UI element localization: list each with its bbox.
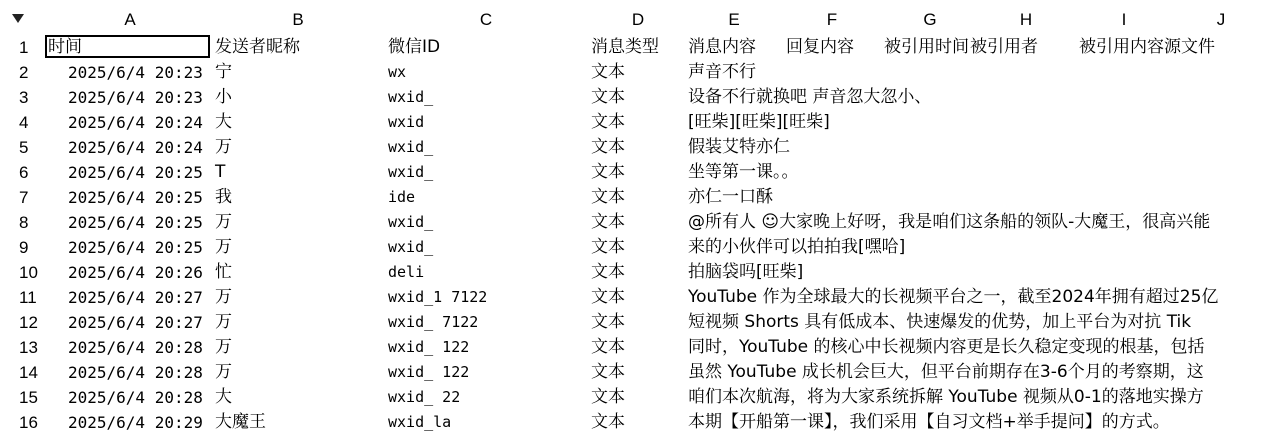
cell-sender[interactable]: 我 [215,187,232,207]
cell-content[interactable]: YouTube 作为全球最大的长视频平台之一，截至2024年拥有超过25亿 [688,287,1219,307]
cell-content[interactable]: 本期【开船第一课】，我们采用【自习文档+举手提问】的方式。 [688,412,1170,432]
cell-wechat-id[interactable]: wx [388,63,407,81]
cell-sender[interactable]: 万 [215,362,232,382]
cell-sender[interactable]: 万 [215,137,232,157]
header-cell-quoted-time[interactable]: 被引用时间 [884,37,969,57]
cell-content[interactable]: 同时，YouTube 的核心中长视频内容更是长久稳定变现的根基，包括 [688,337,1205,357]
cell-wechat-id[interactable]: wxid_ 122 [388,363,470,381]
cell-sender[interactable]: 宁 [215,62,232,82]
column-header-d[interactable]: D [631,10,645,29]
table-row [0,161,1280,184]
cell-type[interactable]: 文本 [591,212,625,232]
cell-type[interactable]: 文本 [591,387,625,407]
cell-wechat-id[interactable]: wxid_1 7122 [388,288,488,306]
cell-content[interactable]: 短视频 Shorts 具有低成本、快速爆发的优势，加上平台为对抗 Tik [688,312,1192,332]
cell-type[interactable]: 文本 [591,187,625,207]
cell-time[interactable]: 2025/6/4 20:27 [68,288,203,307]
table-row [0,136,1280,159]
column-header-c[interactable]: C [479,10,493,29]
cell-time[interactable]: 2025/6/4 20:26 [68,263,203,282]
cell-type[interactable]: 文本 [591,237,625,257]
cell-content[interactable]: 声音不行 [688,62,756,82]
column-header-j[interactable]: J [1216,10,1226,29]
column-header-e[interactable]: E [728,10,740,29]
cell-time[interactable]: 2025/6/4 20:25 [68,163,203,182]
cell-content[interactable]: 虽然 YouTube 成长机会巨大，但平台前期存在3-6个月的考察期，这 [688,362,1204,382]
cell-sender[interactable]: 万 [215,212,232,232]
cell-wechat-id[interactable]: wxid_ 122 [388,338,470,356]
header-cell-quoted-content[interactable]: 被引用内容 [1079,37,1164,57]
table-row [0,386,1280,409]
table-row [0,186,1280,209]
cell-time[interactable]: 2025/6/4 20:24 [68,113,203,132]
cell-time[interactable]: 2025/6/4 20:25 [68,238,203,257]
cell-time[interactable]: 2025/6/4 20:28 [68,363,203,382]
cell-time[interactable]: 2025/6/4 20:29 [68,413,203,432]
table-row [0,236,1280,259]
cell-time[interactable]: 2025/6/4 20:23 [68,88,203,107]
cell-sender[interactable]: 万 [215,237,232,257]
cell-sender[interactable]: 小 [215,87,232,107]
column-header-h[interactable]: H [1019,10,1033,29]
cell-wechat-id[interactable]: wxid [388,113,425,131]
cell-sender[interactable]: 万 [215,337,232,357]
cell-content[interactable]: 设备不行就换吧 声音忽大忽小、 [688,87,932,107]
header-cell-content[interactable]: 消息内容 [688,37,756,57]
cell-wechat-id[interactable]: wxid_ [388,238,434,256]
column-header-f[interactable]: F [826,10,838,29]
cell-content[interactable]: [旺柴][旺柴][旺柴] [688,112,830,132]
cell-type[interactable]: 文本 [591,337,625,357]
cell-wechat-id[interactable]: deli [388,263,425,281]
cell-wechat-id[interactable]: ide [388,188,416,206]
cell-type[interactable]: 文本 [591,137,625,157]
cell-type[interactable]: 文本 [591,262,625,282]
row-number[interactable]: 14 [19,363,38,382]
cell-content[interactable]: 咱们本次航海，将为大家系统拆解 YouTube 视频从0-1的落地实操方 [688,387,1204,407]
row-number[interactable]: 11 [19,288,37,307]
cell-content[interactable]: 假装艾特亦仁 [688,137,790,157]
cell-sender[interactable]: 万 [215,287,232,307]
header-cell-reply[interactable]: 回复内容 [786,37,854,57]
row-number[interactable]: 12 [19,313,38,332]
cell-type[interactable]: 文本 [591,412,625,432]
cell-time[interactable]: 2025/6/4 20:27 [68,313,203,332]
table-row [0,111,1280,134]
cell-content[interactable]: 来的小伙伴可以拍拍我[嘿哈] [688,237,906,257]
cell-sender[interactable]: 大魔王 [215,412,266,432]
row-number[interactable]: 7 [19,188,29,207]
cell-wechat-id[interactable]: wxid_ 22 [388,388,461,406]
cell-content[interactable]: @所有人 ☺大家晚上好呀，我是咱们这条船的领队-大魔王，很高兴能 [688,212,1211,232]
column-header-g[interactable]: G [923,10,937,29]
active-cell-outline [45,35,210,58]
cell-type[interactable]: 文本 [591,312,625,332]
cell-content[interactable]: 拍脑袋吗[旺柴] [688,262,804,282]
table-row [0,361,1280,384]
table-row [0,411,1280,434]
row-number[interactable]: 6 [19,163,29,182]
cell-wechat-id[interactable]: wxid_ [388,88,434,106]
cell-time[interactable]: 2025/6/4 20:25 [68,213,203,232]
row-number[interactable]: 13 [19,338,38,357]
cell-wechat-id[interactable]: wxid_ [388,138,434,156]
column-header-row [0,0,1280,32]
cell-sender[interactable]: 忙 [215,262,232,282]
row-number[interactable]: 8 [19,213,29,232]
cell-content[interactable]: 坐等第一课。。 [688,162,799,182]
cell-type[interactable]: 文本 [591,62,625,82]
column-header-i[interactable]: I [1121,10,1127,29]
table-row [0,336,1280,359]
table-row [0,261,1280,284]
cell-sender[interactable]: T [215,162,226,182]
cell-type[interactable]: 文本 [591,362,625,382]
cell-wechat-id[interactable]: wxid_la [388,413,452,431]
cell-sender[interactable]: 大 [215,387,232,407]
table-row [0,86,1280,109]
row-number[interactable]: 2 [19,63,29,82]
header-cell-source-file[interactable]: 源文件 [1164,37,1215,57]
row-number[interactable]: 16 [19,413,38,432]
cell-wechat-id[interactable]: wxid_ [388,213,434,231]
row-number[interactable]: 3 [19,88,29,107]
table-row [0,211,1280,234]
header-cell-quoted-by[interactable]: 被引用者 [970,37,1038,57]
row-number[interactable]: 15 [19,388,38,407]
row-number[interactable]: 5 [19,138,29,157]
column-header-a[interactable]: A [124,10,136,29]
row-number[interactable]: 4 [19,113,29,132]
cell-sender[interactable]: 万 [215,312,232,332]
header-cell-wechat-id[interactable]: 微信ID [388,37,441,57]
cell-content[interactable]: 亦仁一口酥 [688,187,773,207]
cell-time[interactable]: 2025/6/4 20:25 [68,188,203,207]
table-row [0,311,1280,334]
select-all-triangle-icon[interactable] [12,14,24,23]
row-number[interactable]: 1 [19,38,29,57]
cell-time[interactable]: 2025/6/4 20:28 [68,338,203,357]
cell-type[interactable]: 文本 [591,287,625,307]
column-header-b[interactable]: B [292,10,304,29]
table-row [0,61,1280,84]
cell-time[interactable]: 2025/6/4 20:28 [68,388,203,407]
table-row [0,286,1280,309]
row-number[interactable]: 10 [19,263,38,282]
row-number[interactable]: 9 [19,238,29,257]
cell-sender[interactable]: 大 [215,112,232,132]
cell-type[interactable]: 文本 [591,112,625,132]
header-cell-type[interactable]: 消息类型 [591,37,659,57]
cell-wechat-id[interactable]: wxid_ 7122 [388,313,479,331]
cell-type[interactable]: 文本 [591,87,625,107]
cell-wechat-id[interactable]: wxid_ [388,163,434,181]
header-cell-time[interactable]: 时间 [48,37,82,57]
cell-time[interactable]: 2025/6/4 20:23 [68,63,203,82]
cell-type[interactable]: 文本 [591,162,625,182]
header-cell-sender[interactable]: 发送者昵称 [215,37,300,57]
cell-time[interactable]: 2025/6/4 20:24 [68,138,203,157]
